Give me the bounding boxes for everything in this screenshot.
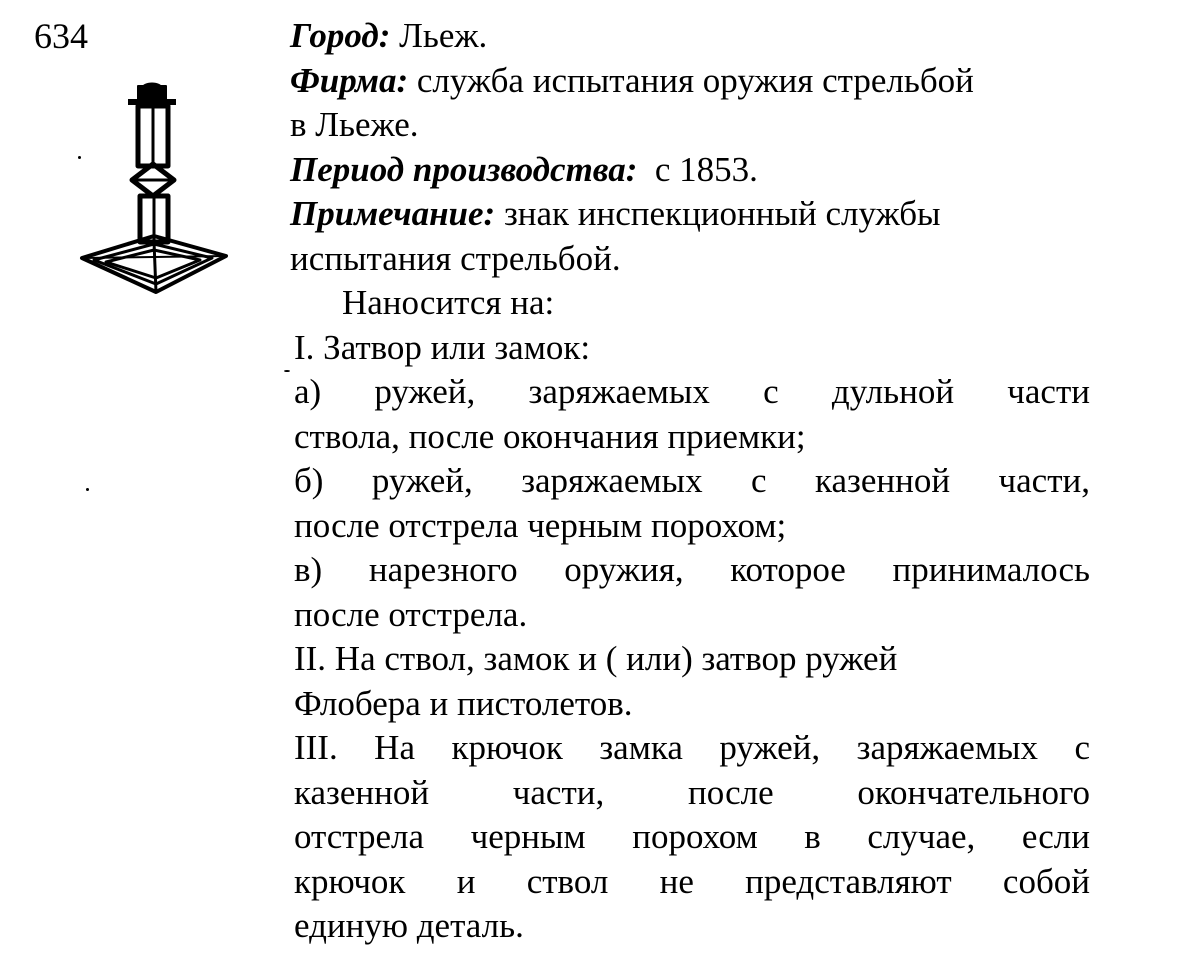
- list-item: ствола, после окончания приемки;: [294, 416, 806, 456]
- period-label: Период производства:: [290, 149, 638, 189]
- list-item: крючок и ствол не представляют собой: [294, 861, 1090, 901]
- period-value: с 1853.: [654, 149, 758, 189]
- applied-intro: Наносится на:: [342, 283, 555, 322]
- list-item: казенной части, после окончательного: [294, 772, 1090, 812]
- list-item: Флобера и пистолетов.: [294, 683, 633, 723]
- print-speck: [86, 488, 89, 491]
- note-label: Примечание:: [290, 194, 496, 233]
- city-line: [290, 14, 1090, 59]
- mark-description: [290, 14, 1090, 949]
- application-list: [290, 326, 1090, 949]
- list-item: единую деталь.: [294, 906, 524, 945]
- list-item: после отстрела черным порохом;: [294, 505, 787, 545]
- note-value: знак инспекционный службы: [503, 194, 941, 233]
- list-item: в) нарезного оружия, которое принималось: [294, 550, 1090, 589]
- firm-line-continued: [290, 103, 1090, 148]
- section-heading: I. Затвор или замок:: [294, 327, 591, 367]
- column-on-pedestal-mark-icon: [76, 80, 256, 300]
- period-line: [290, 148, 1090, 193]
- page-number: 634: [34, 16, 88, 56]
- firm-value: служба испытания оружия стрельбой: [416, 60, 974, 100]
- section-heading: III. На крючок замка ружей, заряжаемых с: [294, 728, 1090, 767]
- firm-line: [290, 59, 1090, 104]
- list-item: б) ружей, заряжаемых с казенной части,: [294, 461, 1090, 500]
- note-line: [290, 192, 1090, 237]
- firm-label: Фирма:: [290, 60, 409, 100]
- print-speck: [78, 156, 81, 159]
- list-item: после отстрела.: [294, 594, 528, 634]
- list-item: а) ружей, заряжаемых с дульной части: [294, 372, 1090, 411]
- list-item: отстрела черным порохом в случае, если: [294, 817, 1090, 856]
- city-label: Город:: [290, 16, 391, 55]
- firm-value-continued: в Льеже.: [290, 105, 419, 144]
- note-line-continued: [290, 237, 1090, 282]
- note-value-continued: испытания стрельбой.: [290, 238, 621, 278]
- section-heading: II. На ствол, замок и ( или) затвор ружей: [294, 639, 898, 678]
- city-value: Льеж.: [399, 16, 488, 55]
